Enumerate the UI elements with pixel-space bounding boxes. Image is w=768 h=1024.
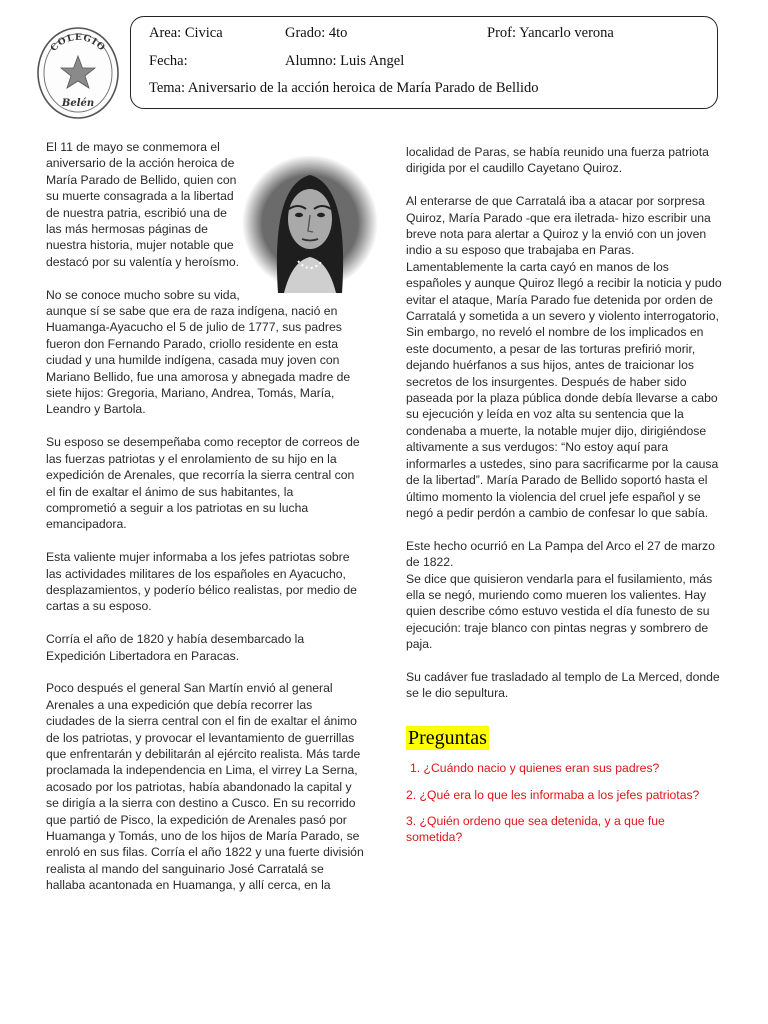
paragraph: localidad de Paras, se había reunido una fuerza patriota dirigida por el caudillo Cayetano Quiroz. bbox=[406, 145, 709, 176]
paragraph: Se dice que quisieron vendarla para el fusilamiento, más ella se negó, muriendo como mueren los valientes. Hay quien describe cómo estuvo vestida el día funesto de su ejecución: traje blanco con pintas negras y sombrero de paja. bbox=[406, 571, 713, 652]
article-left-column bbox=[46, 139, 364, 910]
maria-parado-portrait bbox=[240, 153, 380, 293]
questions-section bbox=[406, 718, 724, 846]
paragraph: Poco después el general San Martín envió al general Arenales a una expedición que debía recorrer las ciudades de la sierra central con el fin de exaltar el ánimo de los patriotas, y provocar el levantamiento de guerrillas que enfrentarán y debilitarán al ejército realista. Más tarde proclamada la independencia en Lima, el virrey La Serna, acosado por los patriotas, había abandonado la capital y se dirigía a la sierra con destino a Cusco. En su recorrido que partió de Pisco, la expedición de Arenales pasó por Huamanga y Tomás, uno de los hijos de María Parado, se enroló en sus filas. Corría el año 1822 y una fuerte división realista al mando del sanguinario José Carratalá se hallaba acantonada en Huamanga, y allí cerca, en la bbox=[46, 681, 364, 893]
question-item: 1. ¿Cuándo nacio y quienes eran sus padres? bbox=[410, 761, 660, 776]
paragraph: Su esposo se desempeñaba como receptor de correos de las fuerzas patriotas y el enrolamiento de su hijo en la expedición de Arenales, que recorría la sierra central con el fin de exaltar el ánimo de sus habitantes, la comprometió a seguir a los patriotas en su lucha emancipadora. bbox=[46, 435, 360, 532]
paragraph-intro: El 11 de mayo se conmemora el aniversario de la acción heroica de María Parado de Bellido, quien con su muerte consagrada a la libertad de nuestra patria, escribió una de las más hermosas páginas de nuestra historia, mujer notable que destacó por su valentía y heroísmo. bbox=[46, 140, 240, 269]
paragraph: Su cadáver fue trasladado al templo de La Merced, donde se le dio sepultura. bbox=[406, 669, 720, 701]
school-logo bbox=[36, 26, 120, 120]
article-right-column bbox=[406, 144, 724, 856]
questions-title: Preguntas bbox=[408, 727, 487, 750]
student-field: Alumno: Luis Angel bbox=[285, 53, 405, 69]
area-field: Area: Civica bbox=[149, 25, 223, 41]
date-field: Fecha: bbox=[149, 53, 188, 69]
svg-text:COLEGIO: COLEGIO bbox=[49, 32, 107, 54]
paragraph: No se conoce mucho sobre su vida, aunque sí se sabe que era de raza indígena, nació en Huamanga-Ayacucho el 5 de julio de 1777, sus padres fueron don Fernando Parado, criollo residente en esta ciudad y una humilde indígena, casada muy joven con Mariano Bellido, fue una amorosa y abnegada madre de siete hijos: Gregoria, Mariano, Andrea, Tomás, María, Leandro y Bartola. bbox=[46, 287, 351, 417]
teacher-field: Prof: Yancarlo verona bbox=[487, 25, 614, 41]
topic-field: Tema: Aniversario de la acción heroica de María Parado de Bellido bbox=[149, 80, 539, 96]
header-info-box bbox=[130, 16, 718, 109]
question-item: 3. ¿Quién ordeno que sea detenida, y a que fue sometida? bbox=[406, 813, 665, 845]
question-item: 2. ¿Qué era lo que les informaba a los jefes patriotas? bbox=[406, 787, 700, 802]
paragraph: Este hecho ocurrió en La Pampa del Arco el 27 de marzo de 1822. bbox=[406, 538, 715, 570]
svg-text:Belén: Belén bbox=[61, 98, 95, 109]
paragraph: Esta valiente mujer informaba a los jefes patriotas sobre las actividades militares de los españoles en Ayacucho, desplazamientos, y poderío bélico realistas, por medio de cartas a su esposo. bbox=[46, 550, 357, 614]
paragraph: Al enterarse de que Carratalá iba a atacar por sorpresa Quiroz, María Parado -que era iletrada- hizo escribir una breve nota para alertar a Quiroz y la envió con un joven indio a su esposo que trabajaba en Paras. Lamentablemente la carta cayó en manos de los españoles y aunque Quiroz llegó a recibir la noticia y pudo evitar el ataque, María Parado fue detenida por orden de Carratalá y sometida a un severo y violento interrogatorio, Sin embargo, no reveló el nombre de los implicados en este documento, a pesar de las torturas prefirió morir, dejando huérfanos a sus hijos, antes de traicionar los secretos de los insurgentes. Después de haber sido paseada por la plaza pública donde debía llevarse a cabo su ejecución y leída en voz alta su sentencia que la condenaba a muerte, la notable mujer dijo, dirigiéndose altivamente a sus verdugos: “No estoy aquí para informarles a ustedes, sino para sacrificarme por la causa de la libertad”. María Parado de Bellido soportó hasta el último momento la violencia del cruel jefe español y se negó a pedir perdón a cambio de confesar lo que sabía. bbox=[406, 194, 722, 520]
grade-field: Grado: 4to bbox=[285, 25, 348, 41]
paragraph: Corría el año de 1820 y había desembarcado la Expedición Libertadora en Paracas. bbox=[46, 632, 305, 663]
